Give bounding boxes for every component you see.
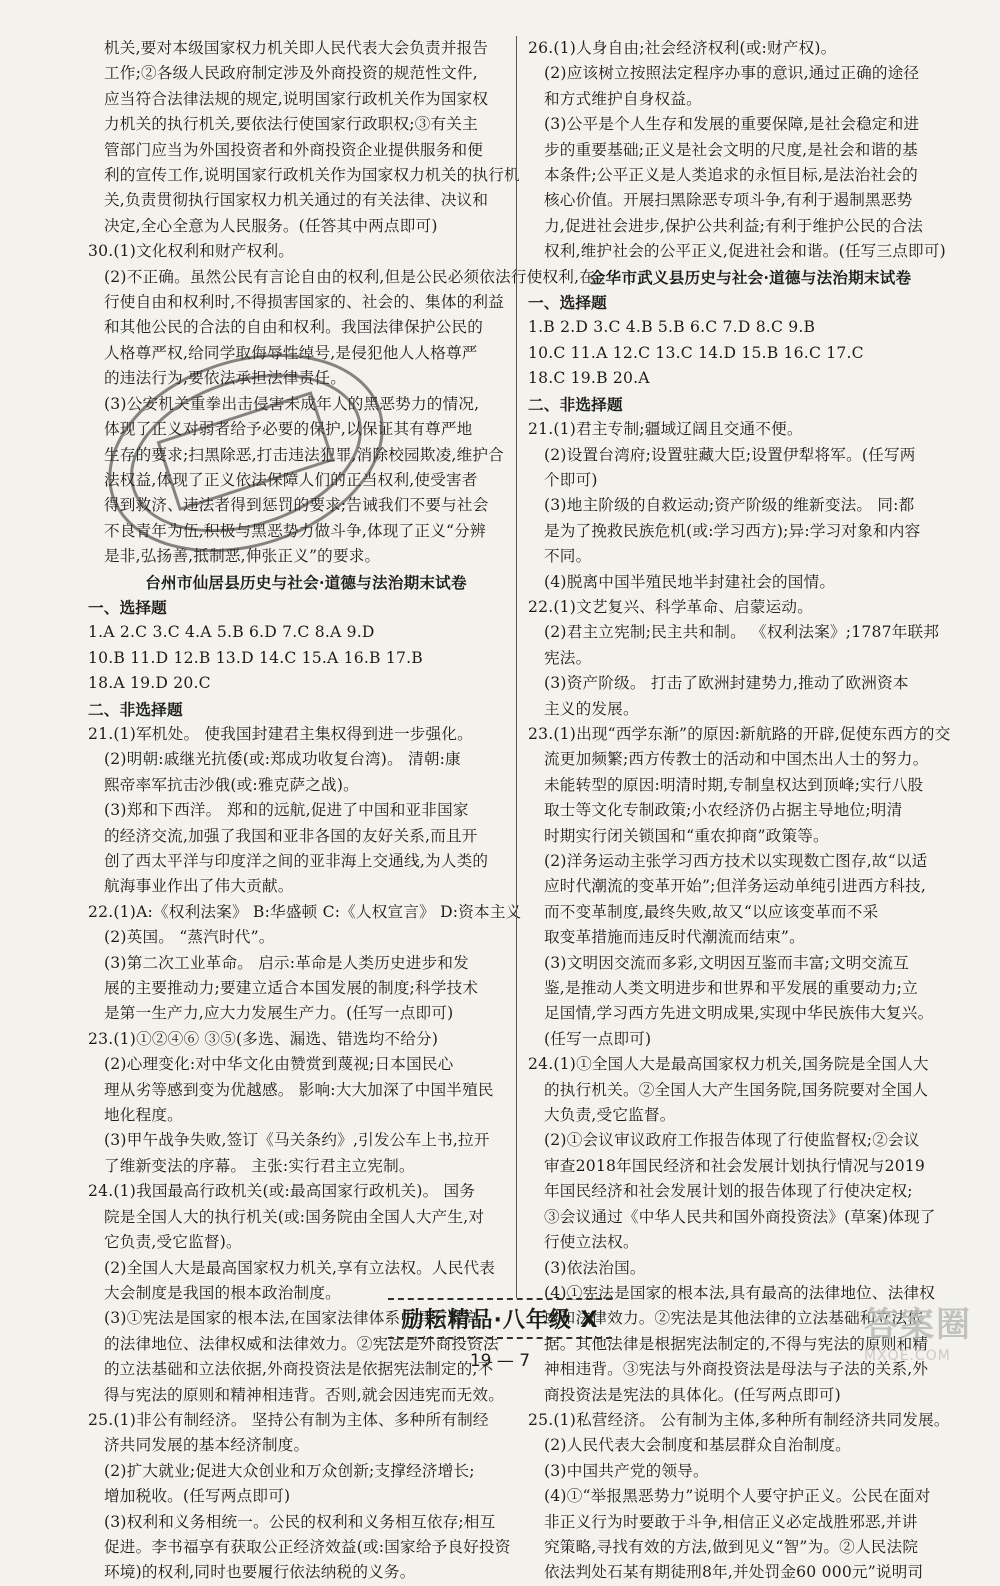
right-column-line: 18.C 19.B 20.A — [528, 369, 650, 388]
right-column-line: 步的重要基础;正义是社会文明的尺度,是社会和谐的基 — [544, 140, 918, 159]
left-column-line: 24.(1)我国最高行政机关(或:最高国家行政机关)。 国务 — [88, 1182, 476, 1201]
right-column-line: 行使立法权。 — [544, 1233, 639, 1252]
right-column-line: 22.(1)文艺复兴、科学革命、启蒙运动。 — [528, 597, 813, 616]
left-column-line: 不良青年为伍,积极与黑恶势力做斗争,体现了正义“分辨 — [104, 521, 486, 540]
right-column-line: 威和法律效力。②宪法是其他法律的立法基础和立法依 — [544, 1309, 924, 1328]
right-column-line: 10.C 11.A 12.C 13.C 14.D 15.B 16.C 17.C — [528, 343, 864, 362]
left-column-line: 生存的要求;扫黑除恶,打击违法犯罪,消除校园欺凌,维护合 — [104, 445, 504, 464]
left-column-line: 大会制度是我国的根本政治制度。 — [104, 1283, 341, 1302]
left-column-line: (2)心理变化:对中华文化由赞赏到蔑视;日本国民心 — [104, 1055, 454, 1074]
page-number: 19 — 7 — [469, 1351, 531, 1371]
left-column-line: (2)明朝:戚继光抗倭(或:郑成功收复台湾)。 清朝:康 — [104, 750, 461, 769]
right-column-line: (3)中国共产党的领导。 — [544, 1461, 709, 1480]
right-column-line: 本条件;公平正义是人类追求的永恒目标,是法治社会的 — [544, 166, 918, 185]
right-column-line: 不同。 — [544, 547, 592, 566]
left-column-line: 是非,弘扬善,抵制恶,伸张正义”的要求。 — [104, 547, 381, 566]
right-column-line: (3)文明因交流而多彩,文明因互鉴而丰富;文明交流互 — [544, 953, 909, 972]
right-column-line: (2)应该树立按照法定程序办事的意识,通过正确的途径 — [544, 64, 920, 83]
left-column-line: (3)第二次工业革命。 启示:革命是人类历史进步和发 — [104, 953, 469, 972]
right-column-line: 鉴,是推动人类文明进步和世界和平发展的重要动力;立 — [544, 979, 918, 998]
right-column-line: 1.B 2.D 3.C 4.B 5.B 6.C 7.D 8.C 9.B — [528, 318, 816, 337]
right-column-line: (3)资产阶级。 打击了欧洲封建势力,推动了欧洲资本 — [544, 674, 909, 693]
left-column-line: 熙帝率军抗击沙俄(或:雅克萨之战)。 — [104, 775, 359, 794]
left-column-line: 10.B 11.D 12.B 13.D 14.C 15.A 16.B 17.B — [88, 648, 423, 667]
right-column-line: (3)依法治国。 — [544, 1258, 646, 1277]
left-column-line: (3)甲午战争失败,签订《马关条约》,引发公车上书,拉开 — [104, 1131, 490, 1150]
left-column-line: 的立法基础和立法依据,外商投资法是依据宪法制定的,不 — [104, 1360, 494, 1379]
left-column-line: 二、非选择题 — [88, 699, 183, 719]
right-column-line: 时期实行闭关锁国和“重农抑商”政策等。 — [544, 826, 829, 845]
left-column-line: (2)扩大就业;促进大众创业和万众创新;支撑经济增长; — [104, 1461, 475, 1480]
right-column-line: 大负责,受它监督。 — [544, 1106, 676, 1125]
right-column-line: 和方式维护自身权益。 — [544, 89, 702, 108]
right-column-line: 核心价值。开展扫黑除恶专项斗争,有利于遏制黑恶势 — [544, 191, 913, 210]
left-column-line: 关,负责贯彻执行国家权力机关通过的有关法律、决议和 — [104, 191, 489, 210]
left-column-line: 30.(1)文化权利和财产权利。 — [88, 242, 295, 261]
left-column-line: 院是全国人大的执行机关(或:国务院由全国人大产生,对 — [104, 1207, 485, 1226]
right-column-line: (任写一点即可) — [544, 1029, 652, 1048]
right-column-line: 力,促进社会进步,保护公共利益;有利于维护公民的合法 — [544, 216, 924, 235]
left-column-line: 应当符合法律法规的规定,说明国家行政机关作为国家权 — [104, 89, 489, 108]
left-column-line: 行使自由和权利时,不得损害国家的、社会的、集体的利益 — [104, 293, 505, 312]
left-column-line: 人格尊严权,给同学取侮辱性绰号,是侵犯他人人格尊严 — [104, 343, 478, 362]
left-column-line: 得与宪法的原则和精神相违背。否则,就会因违宪而无效。 — [104, 1385, 505, 1404]
right-column-line: (2)设置台湾府;设置驻藏大臣;设置伊犁将军。(任写两 — [544, 445, 916, 464]
column-divider — [516, 36, 517, 1298]
left-column-line: 得到救济、违法者得到惩罚的要求;告诫我们不要与社会 — [104, 496, 489, 515]
left-column-line: 了维新变法的序幕。 主张:实行君主立宪制。 — [104, 1156, 415, 1175]
watermark-url: MXQE.COM — [864, 1348, 951, 1364]
left-column-line: 一、选择题 — [88, 597, 167, 617]
left-column-line: 21.(1)军机处。 使我国封建君主集权得到进一步强化。 — [88, 724, 473, 743]
right-column-line: 取士等文化专制政策;小农经济仍占据主导地位;明清 — [544, 801, 903, 820]
right-column-line: 应时代潮流的变革开始”;但洋务运动单纯引进西方科技, — [544, 877, 927, 896]
right-column-line: 权利,维护社会的公平正义,促进社会和谐。(任写三点即可) — [544, 242, 946, 261]
left-column-line: 23.(1)①②④⑥ ③⑤(多选、漏选、错选均不给分) — [88, 1029, 439, 1048]
right-column-line: 26.(1)人身自由;社会经济权利(或:财产权)。 — [528, 39, 837, 57]
right-column-line: (2)洋务运动主张学习西方技术以实现数亡图存,故“以适 — [544, 852, 928, 870]
left-column-line: 它负责,受它监督)。 — [104, 1233, 242, 1252]
left-column-line: 理从劣等感到变为优越感。 影响:大大加深了中国半殖民 — [104, 1080, 494, 1099]
right-column-line: 24.(1)①全国人大是最高国家权力机关,国务院是全国人大 — [528, 1055, 929, 1074]
right-column-line: 据。其他法律是根据宪法制定的,不得与宪法的原则和精 — [544, 1334, 929, 1353]
right-column-line: 21.(1)君主专制;疆域辽阔且交通不便。 — [528, 420, 803, 439]
left-column-line: 增加税收。(任写两点即可) — [104, 1487, 291, 1506]
left-column-line: 创了西太平洋与印度洋之间的亚非海上交通线,为人类的 — [104, 852, 489, 870]
right-column-line: 宪法。 — [544, 648, 592, 667]
right-column-line: 主义的发展。 — [544, 699, 639, 718]
right-column-line: (3)地主阶级的自救运动;资产阶级的维新变法。 同:都 — [544, 496, 915, 515]
left-column-line: 展的主要推动力;要建立适合本国发展的制度;科学技术 — [104, 979, 479, 998]
left-column-line: 和其他公民的合法的自由和权利。我国法律保护公民的 — [104, 318, 484, 337]
right-column-line: 未能转型的原因:明清时期,专制皇权达到顶峰;实行八股 — [544, 775, 924, 794]
left-column-line: 工作;②各级人民政府制定涉及外商投资的规范性文件, — [104, 64, 478, 83]
right-column-line: 审查2018年国民经济和社会发展计划执行情况与2019 — [544, 1156, 926, 1175]
left-column-line: 法权益,体现了正义依法保障人们的正当权利,使受害者 — [104, 470, 478, 489]
right-column-line: 是为了挽救民族危机(或:学习西方);异:学习对象和内容 — [544, 521, 921, 540]
right-column-line: 非正义行为时要敢于斗争,相信正义必定战胜邪恶,并讲 — [544, 1512, 918, 1531]
right-column-line: 依法判处石某有期徒刑8年,并处罚金60 000元”说明司 — [544, 1563, 924, 1582]
right-column-line: (2)①会议审议政府工作报告体现了行使监督权;②会议 — [544, 1131, 920, 1150]
left-column-line: 的法律地位、法律权威和法律效力。②宪法是外商投资法 — [104, 1334, 499, 1353]
right-column-line: (4)①宪法是国家的根本法,具有最高的法律地位、法律权 — [544, 1283, 936, 1302]
right-column-line: 流更加频繁;西方传教士的活动和中国杰出人士的努力。 — [544, 750, 929, 769]
left-column-line: 18.A 19.D 20.C — [88, 674, 211, 693]
left-column-line: 利的宣传工作,说明国家行政机关作为国家权力机关的执行机 — [104, 166, 520, 185]
right-column-line: 二、非选择题 — [528, 394, 623, 414]
right-column-line: (3)公平是个人生存和发展的重要保障,是社会稳定和进 — [544, 115, 920, 134]
right-column-line: 一、选择题 — [528, 293, 607, 313]
left-column-line: 的违法行为,要依法承担法律责任。 — [104, 369, 347, 388]
right-column-line: 个即可) — [544, 470, 598, 489]
right-column-line: 23.(1)出现“西学东渐”的原因:新航路的开辟,促使东西方的交 — [528, 724, 951, 743]
right-column-line: 而不变革制度,最终失败,故又“以应该变革而不采 — [544, 902, 879, 921]
left-column-line: 25.(1)非公有制经济。 坚持公有制为主体、多种所有制经 — [88, 1410, 489, 1429]
right-column-line: 商投资法是宪法的具体化。(任写两点即可) — [544, 1385, 841, 1404]
left-column-line: 促进。李书福享有获取公正经济效益(或:国家给予良好投资 — [104, 1537, 511, 1556]
left-column-line: 1.A 2.C 3.C 4.A 5.B 6.D 7.C 8.A 9.D — [88, 623, 375, 642]
left-column-line: 管部门应当为外国投资者和外商投资企业提供服务和便 — [104, 140, 484, 159]
left-column-line: 力机关的执行机关,要依法行使国家行政职权;③有关主 — [104, 115, 478, 134]
left-column-line: 环境)的权利,同时也要履行依法纳税的义务。 — [104, 1563, 416, 1582]
left-column-line: 决定,全心全意为人民服务。(任答其中两点即可) — [104, 216, 438, 235]
right-column-line: 究策略,寻找有效的方法,做到见义“智”为。②人民法院 — [544, 1537, 919, 1556]
right-column-line: 神相违背。③宪法与外商投资法是母法与子法的关系,外 — [544, 1360, 929, 1379]
left-column-line: 济共同发展的基本经济制度。 — [104, 1436, 310, 1455]
left-column-line: (3)公安机关重拳出击侵害未成年人的黑恶势力的情况, — [104, 394, 480, 413]
left-column-line: 的经济交流,加强了我国和亚非各国的友好关系,而且开 — [104, 826, 478, 845]
right-column-line: (2)人民代表大会制度和基层群众自治制度。 — [544, 1436, 851, 1455]
right-column-line: 25.(1)私营经济。 公有制为主体,多种所有制经济共同发展。 — [528, 1410, 950, 1429]
left-column-line: (3)郑和下西洋。 郑和的远航,促进了中国和亚非国家 — [104, 801, 469, 820]
brand-title: 励耘精品·八年级 X — [388, 1298, 613, 1339]
left-column-line: 是第一生产力,应大力发展生产力。(任写一点即可) — [104, 1004, 454, 1023]
page-footer — [0, 1298, 1000, 1371]
left-column-line: 体现了正义对弱者给予必要的保护,以保证其有尊严地 — [104, 420, 473, 439]
left-column-line: 22.(1)A:《权利法案》 B:华盛顿 C:《人权宣言》 D:资本主义 — [88, 902, 522, 921]
right-column-line: (2)君主立宪制;民主共和制。 《权利法案》;1787年联邦 — [544, 623, 940, 642]
left-column-line: 航海事业作出了伟大贡献。 — [104, 877, 294, 896]
right-column-line: 足国情,学习西方先进文明成果,实现中华民族伟大复兴。 — [544, 1004, 934, 1023]
left-column-line: (3)权利和义务相统一。公民的权利和义务相互依存;相互 — [104, 1512, 496, 1531]
right-column-line: 年国民经济和社会发展计划的报告体现了行使决定权; — [544, 1182, 913, 1201]
left-column-line: 机关,要对本级国家权力机关即人民代表大会负责并报告 — [104, 39, 489, 57]
left-column-line: (2)不正确。虽然公民有言论自由的权利,但是公民必须依法行使权利,在 — [104, 267, 596, 286]
right-column-line: (4)脱离中国半殖民地半封建社会的国情。 — [544, 572, 836, 591]
left-column-line: 台州市仙居县历史与社会·道德与法治期末试卷 — [145, 572, 467, 592]
site-watermark-logo — [864, 1297, 994, 1373]
right-column-line: (4)①“举报黑恶势力”说明个人要守护正义。公民在面对 — [544, 1487, 931, 1506]
right-column-line: 取变革措施而违反时代潮流而结束”。 — [544, 928, 805, 947]
left-column-line: (2)英国。 “蒸汽时代”。 — [104, 928, 275, 947]
watermark-text: 答案圈 — [864, 1305, 972, 1345]
right-column-line: 金华市武义县历史与社会·道德与法治期末试卷 — [589, 267, 912, 287]
right-column-line: 的执行机关。②全国人大产生国务院,国务院要对全国人 — [544, 1080, 929, 1099]
right-column-line: ③会议通过《中华人民共和国外商投资法》(草案)体现了 — [544, 1207, 936, 1226]
left-column-line: (2)全国人大是最高国家权力机关,享有立法权。人民代表 — [104, 1258, 496, 1277]
left-column-line: (3)①宪法是国家的根本法,在国家法律体系中具有最高 — [104, 1309, 480, 1328]
left-column-line: 地化程度。 — [104, 1106, 183, 1125]
